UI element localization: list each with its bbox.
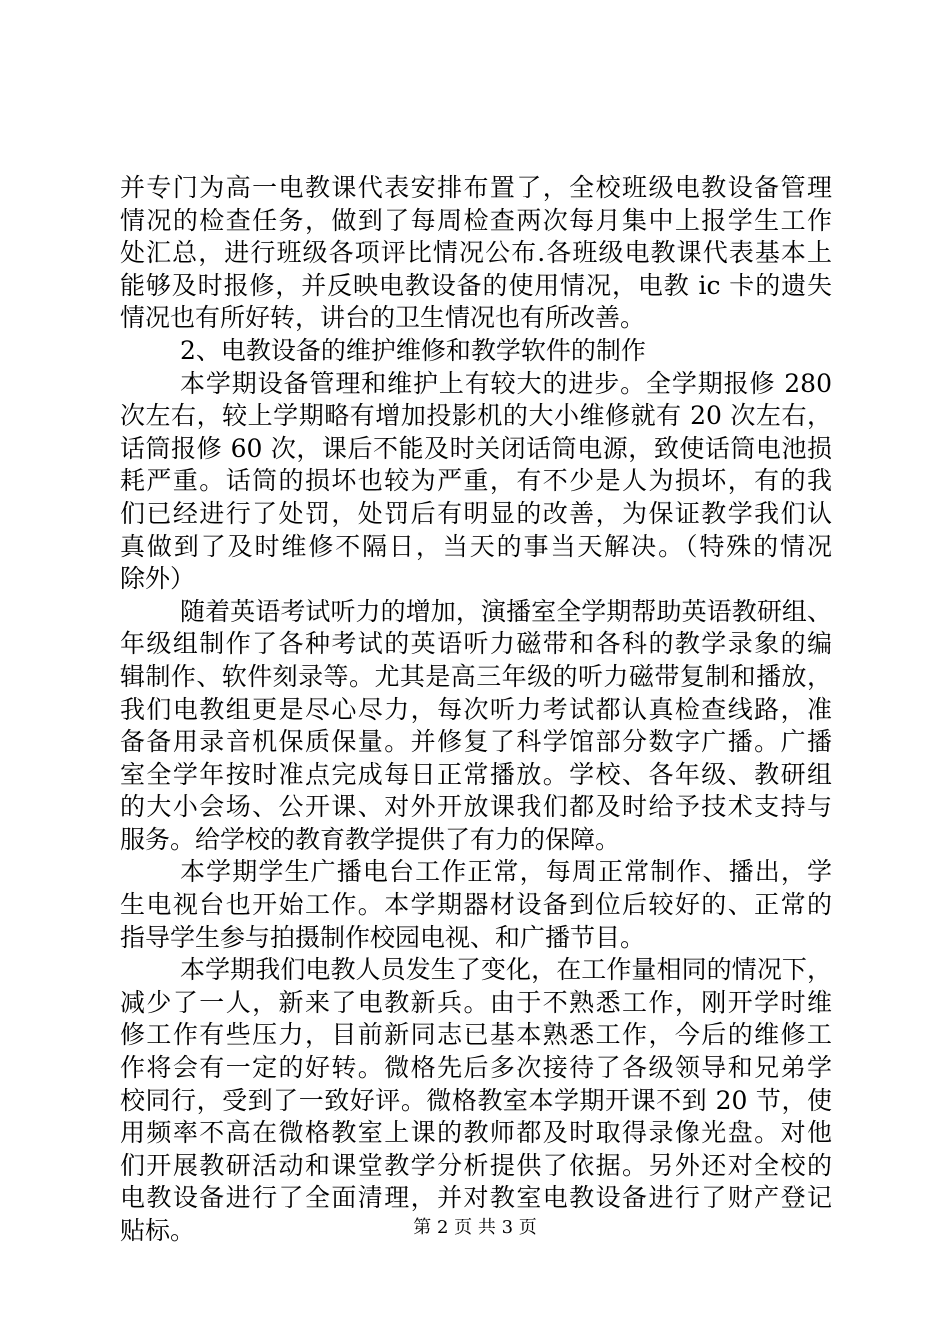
text-line: 能够及时报修，并反映电教设备的使用情况，电教 ic 卡的遗失 [120, 270, 832, 300]
document-body [120, 172, 832, 1248]
text-line: 们开展教研活动和课堂教学分析提供了依据。另外还对全校的 [120, 1150, 832, 1180]
text-line: 修工作有些压力，目前新同志已基本熟悉工作，今后的维修工 [120, 1020, 832, 1050]
text-line: 本学期设备管理和维护上有较大的进步。全学期报修 280 [180, 368, 832, 398]
text-line: 辑制作、软件刻录等。尤其是高三年级的听力磁带复制和播放， [120, 661, 832, 691]
paragraph-continuation [120, 172, 832, 335]
text-line: 本学期我们电教人员发生了变化，在工作量相同的情况下， [180, 955, 832, 985]
text-line: 作将会有一定的好转。微格先后多次接待了各级领导和兄弟学 [120, 1053, 832, 1083]
text-line: 情况的检查任务，做到了每周检查两次每月集中上报学生工作 [120, 205, 832, 235]
text-line: 指导学生参与拍摄制作校园电视、和广播节目。 [120, 922, 646, 952]
text-line: 减少了一人，新来了电教新兵。由于不熟悉工作，刚开学时维 [120, 987, 832, 1017]
text-line: 真做到了及时维修不隔日，当天的事当天解决。（特殊的情况 [120, 531, 832, 561]
heading-text: 2、电教设备的维护维修和教学软件的制作 [180, 335, 646, 365]
text-line: 情况也有所好转，讲台的卫生情况也有所改善。 [120, 303, 646, 333]
page-number-footer: 第 2 页 共 3 页 [413, 1217, 537, 1238]
text-line: 贴标。 [120, 1216, 196, 1245]
text-line: 处汇总，进行班级各项评比情况公布.各班级电教课代表基本上 [120, 238, 832, 268]
paragraph-studio [120, 596, 832, 857]
text-line: 们已经进行了处罚，处罚后有明显的改善，为保证教学我们认 [120, 498, 832, 528]
text-line: 除外） [120, 564, 196, 594]
text-line: 随着英语考试听力的增加，演播室全学期帮助英语教研组、 [180, 596, 832, 626]
text-line: 次左右，较上学期略有增加投影机的大小维修就有 20 次左右， [120, 401, 832, 431]
paragraph-staff [120, 954, 832, 1247]
text-line: 校同行，受到了一致好评。微格教室本学期开课不到 20 节，使 [120, 1085, 832, 1115]
text-line: 耗严重。话筒的损坏也较为严重，有不少是人为损坏，有的我 [120, 466, 832, 496]
paragraph-maintenance [120, 368, 832, 596]
text-line: 生电视台也开始工作。本学期器材设备到位后较好的、正常的 [120, 890, 832, 920]
text-line: 用频率不高在微格教室上课的教师都及时取得录像光盘。对他 [120, 1118, 832, 1148]
text-line: 我们电教组更是尽心尽力，每次听力考试都认真检查线路，准 [120, 694, 832, 724]
text-line: 话筒报修 60 次，课后不能及时关闭话筒电源，致使话筒电池损 [120, 433, 832, 463]
text-line: 并专门为高一电教课代表安排布置了，全校班级电教设备管理 [120, 173, 832, 202]
text-line: 年级组制作了各种考试的英语听力磁带和各科的教学录象的编 [120, 629, 832, 659]
text-line: 室全学年按时准点完成每日正常播放。学校、各年级、教研组 [120, 759, 832, 789]
text-line: 的大小会场、公开课、对外开放课我们都及时给予技术支持与 [120, 792, 832, 822]
text-line: 本学期学生广播电台工作正常，每周正常制作、播出，学 [180, 857, 832, 887]
text-line: 服务。给学校的教育教学提供了有力的保障。 [120, 824, 621, 854]
section-heading [120, 335, 832, 368]
paragraph-broadcast [120, 856, 832, 954]
text-line: 电教设备进行了全面清理，并对教室电教设备进行了财产登记 [120, 1183, 832, 1213]
text-line: 备备用录音机保质保量。并修复了科学馆部分数字广播。广播 [120, 727, 832, 757]
